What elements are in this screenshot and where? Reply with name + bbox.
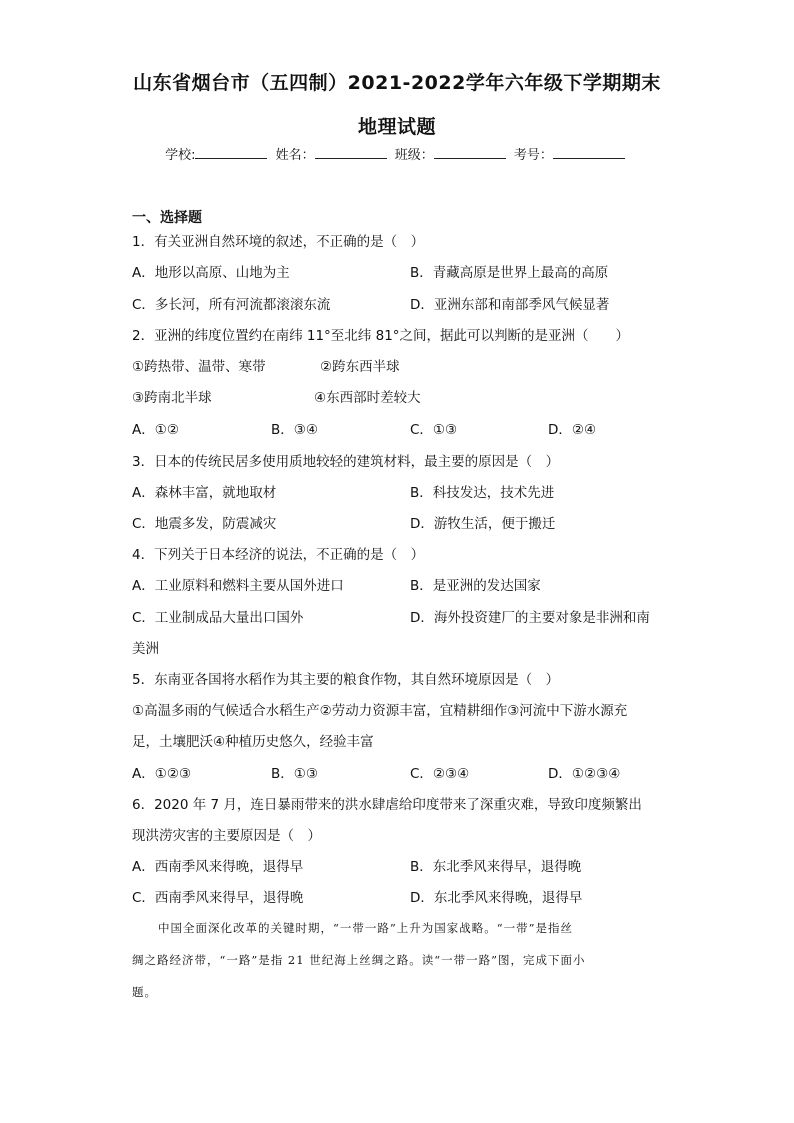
passage-line2: 绸之路经济带，“一路”是指 21 世纪海上丝绸之路。读“一带一路”图，完成下面小 [132, 953, 586, 967]
question-4-option-c[interactable]: C．工业制成品大量出口国外 [132, 610, 304, 626]
question-6-stem-line2: 现洪涝灾害的主要原因是（ ） [132, 828, 321, 844]
question-2-item-1: ①跨热带、温带、寒带 [132, 359, 266, 375]
exam-no-label: 考号： [513, 148, 553, 163]
question-2-option-d[interactable]: D．②④ [548, 422, 597, 438]
school-label: 学校: [165, 148, 196, 163]
question-6-option-d[interactable]: D．东北季风来得晚，退得早 [410, 890, 583, 906]
question-4-stem: 4．下列关于日本经济的说法，不正确的是（ ） [132, 547, 425, 563]
question-1-option-c[interactable]: C．多长河，所有河流都滚滚东流 [132, 297, 331, 313]
question-1-option-a[interactable]: A．地形以高原、山地为主 [132, 265, 290, 281]
question-4-option-a[interactable]: A．工业原料和燃料主要从国外进口 [132, 578, 344, 594]
question-1-option-b[interactable]: B．青藏高原是世界上最高的高原 [410, 265, 609, 281]
question-2-item-2: ②跨东西半球 [320, 359, 400, 375]
school-blank[interactable] [195, 146, 267, 159]
question-5-option-a[interactable]: A．①②③ [132, 766, 192, 782]
question-3-option-c[interactable]: C．地震多发，防震减灾 [132, 516, 277, 532]
question-3-option-d[interactable]: D．游牧生活，便于搬迁 [410, 516, 556, 532]
name-label: 姓名： [275, 148, 315, 163]
question-4-option-d[interactable]: D．海外投资建厂的主要对象是非洲和南 [410, 610, 650, 626]
question-5-body-line1: ①高温多雨的气候适合水稻生产②劳动力资源丰富，宜精耕细作③河流中下游水源充 [132, 703, 628, 719]
question-4-option-b[interactable]: B．是亚洲的发达国家 [410, 578, 541, 594]
question-5-body-line2: 足，土壤肥沃④种植历史悠久，经验丰富 [132, 734, 374, 750]
exam-title-line2: 地理试题 [357, 116, 436, 138]
question-2-item-4: ④东西部时差较大 [314, 390, 421, 406]
question-2-option-a[interactable]: A．①② [132, 422, 179, 438]
class-label: 班级： [394, 148, 434, 163]
question-5-option-d[interactable]: D．①②③④ [548, 766, 621, 782]
passage-line1 [132, 912, 672, 944]
question-2-stem: 2．亚洲的纬度位置约在南纬 11°至北纬 81°之间，据此可以判断的是亚洲（ ） [132, 328, 630, 344]
question-1-option-d[interactable]: D．亚洲东部和南部季风气候显著 [410, 297, 610, 313]
question-5-option-b[interactable]: B．①③ [271, 766, 318, 782]
class-blank[interactable] [434, 146, 506, 159]
question-2-option-c[interactable]: C．①③ [410, 422, 458, 438]
question-6-stem-line1: 6．2020 年 7 月，连日暴雨带来的洪水肆虐给印度带来了深重灾难，导致印度频繁出 [132, 797, 642, 813]
question-6-option-b[interactable]: B．东北季风来得早，退得晚 [410, 859, 582, 875]
question-6-option-c[interactable]: C．西南季风来得早，退得晚 [132, 890, 304, 906]
question-5-option-c[interactable]: C．②③④ [410, 766, 470, 782]
student-info-row [0, 144, 794, 163]
question-1-stem: 1．有关亚洲自然环境的叙述，不正确的是（ ） [132, 234, 425, 250]
question-3-stem: 3．日本的传统民居多使用质地较轻的建筑材料，最主要的原因是（ ） [132, 454, 560, 470]
question-2-option-b[interactable]: B．③④ [271, 422, 318, 438]
question-3-option-b[interactable]: B．科技发达，技术先进 [410, 485, 555, 501]
name-blank[interactable] [315, 146, 387, 159]
question-2-item-3: ③跨南北半球 [132, 390, 212, 406]
passage-line1-text: 中国全面深化改革的关键时期，“一带一路”上升为国家战略。“一带”是指丝 [158, 921, 574, 935]
question-4-option-d-continued: 美洲 [132, 641, 159, 657]
exam-no-blank[interactable] [553, 146, 625, 159]
section-title: 一、选择题 [132, 210, 202, 226]
question-6-option-a[interactable]: A．西南季风来得晚，退得早 [132, 859, 304, 875]
question-3-option-a[interactable]: A．森林丰富，就地取材 [132, 485, 277, 501]
passage-line3: 题。 [132, 985, 157, 999]
exam-title-line1: 山东省烟台市（五四制）2021-2022学年六年级下学期期末 [133, 72, 661, 94]
reading-passage [132, 912, 672, 1008]
question-5-stem: 5．东南亚各国将水稻作为其主要的粮食作物，其自然环境原因是（ ） [132, 672, 560, 688]
